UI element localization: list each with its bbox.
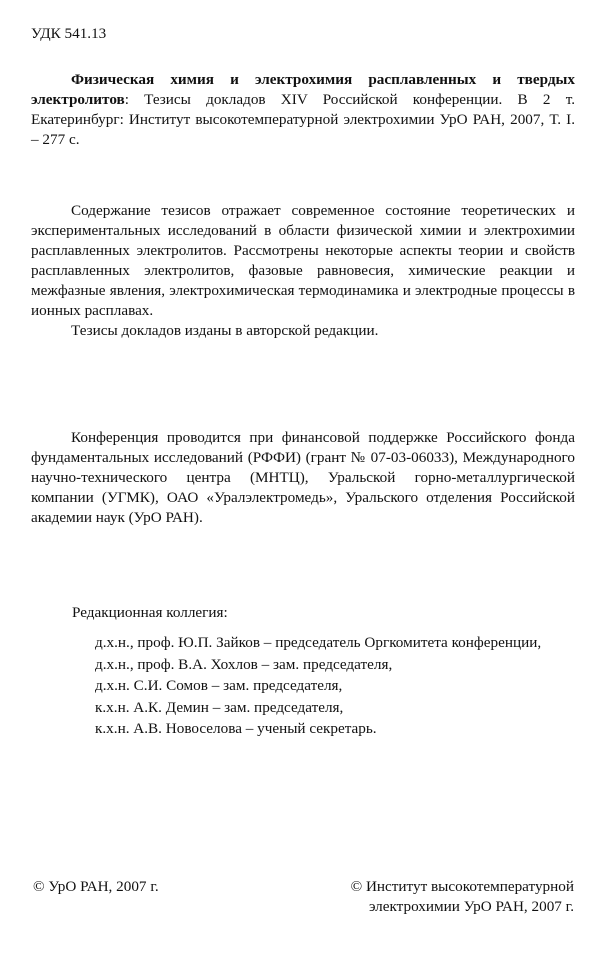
- copyright-institute-line1: © Институт высокотемпературной: [350, 878, 574, 895]
- editorial-member: к.х.н. А.К. Демин – зам. председателя,: [95, 698, 344, 716]
- funding-paragraph: Конференция проводится при финансовой поддержке Российского фонда фундаментальных исследований (РФФИ) (грант № 07-03-06033), Международного научно-технического центра (МНТЦ), Уральской горно-металлургической компании (УГМК), ОАО «Уралэлектромедь», Уральского отделения Российской академии наук (УрО РАН).: [31, 429, 575, 526]
- editorial-member: д.х.н., проф. В.А. Хохлов – зам. председателя,: [95, 655, 393, 673]
- editorial-member: д.х.н., проф. Ю.П. Зайков – председатель Оргкомитета конференции,: [95, 634, 542, 651]
- bibliographic-paragraph: [31, 70, 575, 150]
- editorial-member: к.х.н. А.В. Новоселова – ученый секретарь.: [95, 720, 377, 738]
- udk-code: УДК 541.13: [31, 25, 107, 42]
- annotation: [31, 201, 575, 341]
- editorial-board-list: [95, 632, 541, 740]
- bibliographic-details: : Тезисы докладов XIV Российской конференции. В 2 т. Екатеринбург: Институт высокотемпературной электрохимии УрО РАН, 2007, Т. I. – 277 с.: [31, 91, 575, 148]
- copyright-institute-line2: электрохимии УрО РАН, 2007 г.: [368, 898, 574, 915]
- editorial-board-title: Редакционная коллегия:: [72, 604, 228, 621]
- annotation-paragraph: Содержание тезисов отражает современное состояние теоретических и экспериментальных исследований в области физической химии и электрохимии расплавленных электролитов. Рассмотрены некоторые аспекты теории и свойств расплавленных электролитов, фазовые равновесия, химические реакции и межфазные явления, электрохимическая термодинамика и электродные процессы в ионных расплавах.: [31, 202, 575, 319]
- book-title: Физическая химия и электрохимия расплавленных и твердых электролитов: [31, 71, 575, 108]
- editorial-note: Тезисы докладов изданы в авторской редакции.: [71, 322, 379, 339]
- copyright-institute: [351, 877, 574, 917]
- bibliographic-description: [31, 70, 575, 150]
- copyright-uro-ran: © УрО РАН, 2007 г.: [33, 878, 159, 895]
- editorial-member: д.х.н. С.И. Сомов – зам. председателя,: [95, 677, 343, 695]
- funding-statement: [31, 428, 575, 528]
